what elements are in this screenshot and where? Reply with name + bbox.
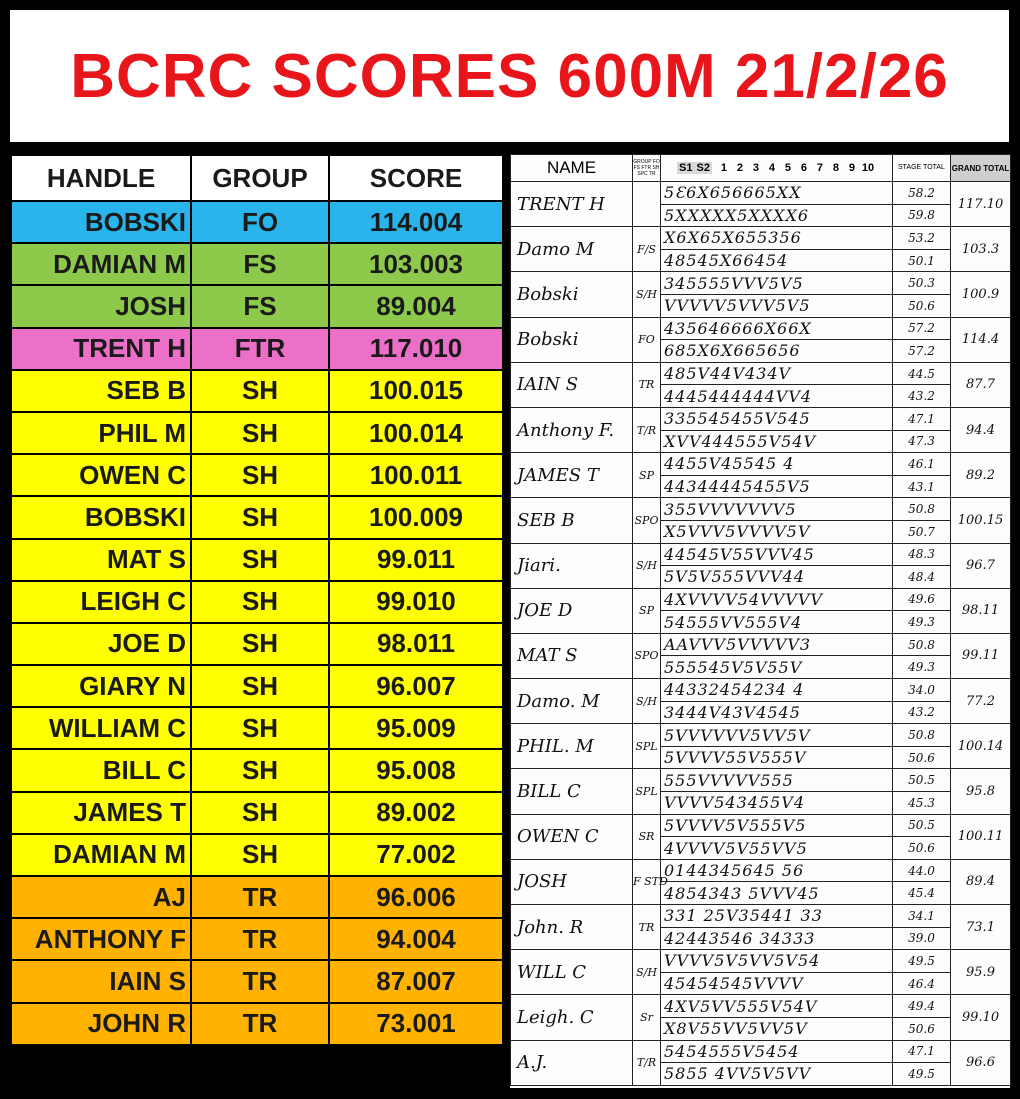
shot-number-header: 8 <box>832 162 840 174</box>
shot-number-header: 6 <box>800 162 808 174</box>
stage1-shots: 5VVVVVV5VV5V <box>661 724 893 747</box>
stage2-shots: 5855 4VV5V5VV <box>661 1063 893 1086</box>
stage2-shots: 685X6X665656 <box>661 340 893 363</box>
s1-header: S1 <box>679 162 693 174</box>
stage1-shots: 4XV5VV555V54V <box>661 995 893 1018</box>
group-cell: SH <box>191 665 329 707</box>
competitor-group: T/R <box>633 407 661 452</box>
stage2-total: 48.4 <box>893 566 951 589</box>
stage2-total: 46.4 <box>893 972 951 995</box>
score-cell: 98.011 <box>329 623 503 665</box>
stage2-shots: 4VVVV5V55VV5 <box>661 837 893 860</box>
score-sheet <box>510 154 1010 1088</box>
competitor-name: TRENT H <box>511 182 633 227</box>
competitor-group: F STD <box>633 859 661 904</box>
sheet-row <box>511 227 1011 250</box>
competitor-name: Bobski <box>511 317 633 362</box>
stage1-shots: 331 25V35441 33 <box>661 905 893 928</box>
stage1-total: 48.3 <box>893 543 951 566</box>
shot-number-header: 9 <box>848 162 856 174</box>
sheet-row <box>511 317 1011 340</box>
group-cell: SH <box>191 749 329 791</box>
stage2-total: 50.7 <box>893 520 951 543</box>
score-cell: 94.004 <box>329 918 503 960</box>
stage1-total: 49.4 <box>893 995 951 1018</box>
score-cell: 103.003 <box>329 243 503 285</box>
group-cell: FO <box>191 201 329 243</box>
competitor-group: T/R <box>633 1040 661 1085</box>
stage2-shots: X8V55VV5VV5V <box>661 1017 893 1040</box>
stage2-total: 49.3 <box>893 611 951 634</box>
results-row <box>11 665 503 707</box>
stage1-shots: 485V44V434V <box>661 362 893 385</box>
handle-cell: DAMIAN M <box>11 243 191 285</box>
results-row <box>11 328 503 370</box>
grand-total: 117.10 <box>951 182 1011 227</box>
stage1-total: 49.5 <box>893 950 951 973</box>
handle-cell: JOSH <box>11 285 191 327</box>
stage1-shots: X6X65X655356 <box>661 227 893 250</box>
score-cell: 77.002 <box>329 834 503 876</box>
stage1-total: 53.2 <box>893 227 951 250</box>
competitor-name: Jiari. <box>511 543 633 588</box>
group-cell: SH <box>191 454 329 496</box>
sheet-row <box>511 814 1011 837</box>
sheet-row <box>511 905 1011 928</box>
stage2-total: 45.3 <box>893 792 951 815</box>
stage2-total: 50.6 <box>893 1017 951 1040</box>
sheet-row <box>511 543 1011 566</box>
stage2-shots: 5V5V555VVV44 <box>661 566 893 589</box>
stage1-shots: 555VVVVV555 <box>661 769 893 792</box>
stage2-total: 50.6 <box>893 837 951 860</box>
grand-total: 96.7 <box>951 543 1011 588</box>
stage2-total: 43.2 <box>893 701 951 724</box>
competitor-name: WILL C <box>511 950 633 995</box>
grand-total: 103.3 <box>951 227 1011 272</box>
stage2-shots: 44344445455V5 <box>661 475 893 498</box>
handle-cell: SEB B <box>11 370 191 412</box>
handle-cell: JOHN R <box>11 1003 191 1045</box>
shot-number-header: 10 <box>861 162 875 174</box>
competitor-name: JOSH <box>511 859 633 904</box>
stage1-total: 47.1 <box>893 1040 951 1063</box>
group-cell: TR <box>191 1003 329 1045</box>
stage1-total: 46.1 <box>893 453 951 476</box>
competitor-group: S/H <box>633 543 661 588</box>
stage1-shots: VVVV5V5VV5V54 <box>661 950 893 973</box>
stage1-total: 57.2 <box>893 317 951 340</box>
results-row <box>11 1003 503 1045</box>
handle-cell: MAT S <box>11 539 191 581</box>
score-cell: 96.006 <box>329 876 503 918</box>
stage-total-header: STAGE TOTAL <box>893 155 951 182</box>
results-row <box>11 370 503 412</box>
competitor-name: Damo. M <box>511 679 633 724</box>
score-cell: 95.008 <box>329 749 503 791</box>
score-cell: 73.001 <box>329 1003 503 1045</box>
results-row <box>11 960 503 1002</box>
grand-total: 100.15 <box>951 498 1011 543</box>
results-row <box>11 749 503 791</box>
group-cell: SH <box>191 792 329 834</box>
handle-cell: LEIGH C <box>11 581 191 623</box>
results-row <box>11 792 503 834</box>
stage1-shots: 44545V55VVV45 <box>661 543 893 566</box>
sheet-group-header: GROUP FO FS FTR SH SPC TR <box>633 155 661 182</box>
stage1-total: 50.3 <box>893 272 951 295</box>
competitor-group: TR <box>633 362 661 407</box>
stage1-shots: 5VVVV5V555V5 <box>661 814 893 837</box>
stage2-total: 39.0 <box>893 927 951 950</box>
results-row <box>11 412 503 454</box>
stage1-shots: 0144345645 56 <box>661 859 893 882</box>
score-cell: 89.002 <box>329 792 503 834</box>
competitor-name: JOE D <box>511 588 633 633</box>
score-cell: 100.014 <box>329 412 503 454</box>
sheet-row <box>511 272 1011 295</box>
handle-cell: BOBSKI <box>11 201 191 243</box>
results-row <box>11 623 503 665</box>
stage1-shots: 4XVVVV54VVVVV <box>661 588 893 611</box>
grand-total: 94.4 <box>951 407 1011 452</box>
grand-total: 100.11 <box>951 814 1011 859</box>
s2-header: S2 <box>696 162 710 174</box>
sheet-row <box>511 588 1011 611</box>
competitor-name: MAT S <box>511 633 633 678</box>
score-cell: 114.004 <box>329 201 503 243</box>
title-banner <box>10 10 1009 142</box>
sheet-header-row <box>511 155 1011 182</box>
grand-total: 95.8 <box>951 769 1011 814</box>
stage1-total: 50.8 <box>893 724 951 747</box>
sheet-row <box>511 362 1011 385</box>
stage2-total: 45.4 <box>893 882 951 905</box>
grand-total: 96.6 <box>951 1040 1011 1085</box>
handle-cell: JOE D <box>11 623 191 665</box>
stage2-total: 50.6 <box>893 294 951 317</box>
stage1-total: 50.5 <box>893 814 951 837</box>
competitor-name: OWEN C <box>511 814 633 859</box>
results-row <box>11 876 503 918</box>
score-cell: 100.015 <box>329 370 503 412</box>
grand-total: 77.2 <box>951 679 1011 724</box>
score-cell: 89.004 <box>329 285 503 327</box>
score-cell: 87.007 <box>329 960 503 1002</box>
results-row <box>11 581 503 623</box>
competitor-name: Bobski <box>511 272 633 317</box>
score-cell: 96.007 <box>329 665 503 707</box>
group-cell: FTR <box>191 328 329 370</box>
grand-total: 99.10 <box>951 995 1011 1040</box>
results-row <box>11 285 503 327</box>
competitor-group: SPL <box>633 769 661 814</box>
stage2-shots: XVV444555V54V <box>661 430 893 453</box>
stage1-shots: 355VVVVVVV5 <box>661 498 893 521</box>
stage2-total: 49.5 <box>893 1063 951 1086</box>
stage2-total: 59.8 <box>893 204 951 227</box>
grand-total: 114.4 <box>951 317 1011 362</box>
results-row <box>11 496 503 538</box>
sheet-row <box>511 859 1011 882</box>
stage1-shots: 5454555V5454 <box>661 1040 893 1063</box>
shot-number-header: 3 <box>752 162 760 174</box>
competitor-group: Sr <box>633 995 661 1040</box>
results-row <box>11 707 503 749</box>
stage2-shots: 5XXXXX5XXXX6 <box>661 204 893 227</box>
competitor-name: SEB B <box>511 498 633 543</box>
competitor-group: SR <box>633 814 661 859</box>
competitor-group: SP <box>633 588 661 633</box>
competitor-name: JAMES T <box>511 453 633 498</box>
handle-cell: JAMES T <box>11 792 191 834</box>
group-cell: SH <box>191 581 329 623</box>
handle-cell: DAMIAN M <box>11 834 191 876</box>
competitor-name: BILL C <box>511 769 633 814</box>
sheet-shots-header <box>661 155 893 182</box>
sheet-row <box>511 1040 1011 1063</box>
shot-number-header: 1 <box>720 162 728 174</box>
grand-total: 99.11 <box>951 633 1011 678</box>
results-row <box>11 201 503 243</box>
shot-numbers <box>716 162 876 174</box>
grand-total: 89.4 <box>951 859 1011 904</box>
sheet-row <box>511 995 1011 1018</box>
sheet-row <box>511 453 1011 476</box>
stage1-shots: 435646666X66X <box>661 317 893 340</box>
competitor-group: SPO <box>633 498 661 543</box>
score-cell: 99.010 <box>329 581 503 623</box>
stage1-total: 50.8 <box>893 633 951 656</box>
group-cell: SH <box>191 623 329 665</box>
stage1-total: 50.8 <box>893 498 951 521</box>
competitor-group <box>633 182 661 227</box>
competitor-group: S/H <box>633 679 661 724</box>
stage2-total: 57.2 <box>893 340 951 363</box>
competitor-name: IAIN S <box>511 362 633 407</box>
stage2-shots: 4854343 5VVV45 <box>661 882 893 905</box>
stage1-total: 34.0 <box>893 679 951 702</box>
stage2-total: 50.6 <box>893 746 951 769</box>
group-cell: SH <box>191 370 329 412</box>
group-cell: SH <box>191 707 329 749</box>
stage1-total: 49.6 <box>893 588 951 611</box>
stage2-shots: VVVVV5VVV5V5 <box>661 294 893 317</box>
competitor-group: TR <box>633 905 661 950</box>
sheet-row <box>511 679 1011 702</box>
group-cell: SH <box>191 412 329 454</box>
competitor-name: John. R <box>511 905 633 950</box>
stage2-total: 50.1 <box>893 249 951 272</box>
grand-total: 95.9 <box>951 950 1011 995</box>
stage2-total: 43.1 <box>893 475 951 498</box>
handle-cell: IAIN S <box>11 960 191 1002</box>
competitor-name: PHIL. M <box>511 724 633 769</box>
stage2-shots: 45454545VVVV <box>661 972 893 995</box>
competitor-group: FO <box>633 317 661 362</box>
handle-cell: GIARY N <box>11 665 191 707</box>
stage2-shots: VVVV543455V4 <box>661 792 893 815</box>
shot-number-header: 4 <box>768 162 776 174</box>
score-cell: 100.011 <box>329 454 503 496</box>
group-cell: TR <box>191 960 329 1002</box>
group-cell: FS <box>191 285 329 327</box>
handle-cell: WILLIAM C <box>11 707 191 749</box>
stage2-shots: 5VVVV55V555V <box>661 746 893 769</box>
sheet-name-header: NAME <box>511 155 633 182</box>
sheet-row <box>511 950 1011 973</box>
score-cell: 100.009 <box>329 496 503 538</box>
grand-total: 100.9 <box>951 272 1011 317</box>
competitor-name: Damo M <box>511 227 633 272</box>
competitor-group: F/S <box>633 227 661 272</box>
stage1-total: 44.0 <box>893 859 951 882</box>
sheet-row <box>511 182 1011 205</box>
grand-total: 89.2 <box>951 453 1011 498</box>
results-row <box>11 834 503 876</box>
group-cell: SH <box>191 834 329 876</box>
grand-total-header: GRAND TOTAL <box>951 155 1011 182</box>
stage1-total: 58.2 <box>893 182 951 205</box>
results-table <box>10 154 502 1046</box>
stage2-total: 47.3 <box>893 430 951 453</box>
competitor-group: S/H <box>633 272 661 317</box>
group-cell: SH <box>191 539 329 581</box>
sheet-row <box>511 407 1011 430</box>
handle-cell: PHIL M <box>11 412 191 454</box>
page-title: BCRC SCORES 600M 21/2/26 <box>70 41 949 111</box>
handle-cell: ANTHONY F <box>11 918 191 960</box>
sheet-row <box>511 724 1011 747</box>
grand-total: 73.1 <box>951 905 1011 950</box>
competitor-group: SPL <box>633 724 661 769</box>
stage2-total: 43.2 <box>893 385 951 408</box>
handle-cell: BILL C <box>11 749 191 791</box>
stage2-shots: 42443546 34333 <box>661 927 893 950</box>
score-header: SCORE <box>329 155 503 201</box>
group-cell: TR <box>191 876 329 918</box>
stage1-total: 50.5 <box>893 769 951 792</box>
competitor-group: SP <box>633 453 661 498</box>
competitor-group: SPO <box>633 633 661 678</box>
competitor-group: S/H <box>633 950 661 995</box>
results-row <box>11 454 503 496</box>
stage2-total: 49.3 <box>893 656 951 679</box>
sheet-row <box>511 633 1011 656</box>
competitor-name: Leigh. C <box>511 995 633 1040</box>
stage1-shots: 335545455V545 <box>661 407 893 430</box>
score-cell: 95.009 <box>329 707 503 749</box>
shot-number-header: 7 <box>816 162 824 174</box>
sheet-row <box>511 769 1011 792</box>
competitor-name: A.J. <box>511 1040 633 1085</box>
group-cell: TR <box>191 918 329 960</box>
handle-cell: TRENT H <box>11 328 191 370</box>
group-cell: FS <box>191 243 329 285</box>
results-header-row <box>11 155 503 201</box>
results-row <box>11 918 503 960</box>
shot-number-header: 5 <box>784 162 792 174</box>
stage2-shots: 4445444444VV4 <box>661 385 893 408</box>
stage2-shots: X5VVV5VVVV5V <box>661 520 893 543</box>
stage2-shots: 54555VV555V4 <box>661 611 893 634</box>
competitor-name: Anthony F. <box>511 407 633 452</box>
results-row <box>11 539 503 581</box>
stage1-shots: 5Ɛ6X656665XX <box>661 182 893 205</box>
handle-cell: AJ <box>11 876 191 918</box>
stage2-shots: 48545X66454 <box>661 249 893 272</box>
score-cell: 117.010 <box>329 328 503 370</box>
sheet-row <box>511 498 1011 521</box>
stage2-shots: 555545V5V55V <box>661 656 893 679</box>
results-row <box>11 243 503 285</box>
score-cell: 99.011 <box>329 539 503 581</box>
stage1-total: 34.1 <box>893 905 951 928</box>
shot-number-header: 2 <box>736 162 744 174</box>
stage1-shots: 4455V45545 4 <box>661 453 893 476</box>
stage1-total: 44.5 <box>893 362 951 385</box>
handle-header: HANDLE <box>11 155 191 201</box>
handle-cell: BOBSKI <box>11 496 191 538</box>
stage1-shots: 44332454234 4 <box>661 679 893 702</box>
grand-total: 87.7 <box>951 362 1011 407</box>
group-cell: SH <box>191 496 329 538</box>
handle-cell: OWEN C <box>11 454 191 496</box>
group-header: GROUP <box>191 155 329 201</box>
stage1-total: 47.1 <box>893 407 951 430</box>
stage1-shots: 345555VVV5V5 <box>661 272 893 295</box>
grand-total: 98.11 <box>951 588 1011 633</box>
stage1-shots: AAVVV5VVVVV3 <box>661 633 893 656</box>
stage2-shots: 3444V43V4545 <box>661 701 893 724</box>
grand-total: 100.14 <box>951 724 1011 769</box>
